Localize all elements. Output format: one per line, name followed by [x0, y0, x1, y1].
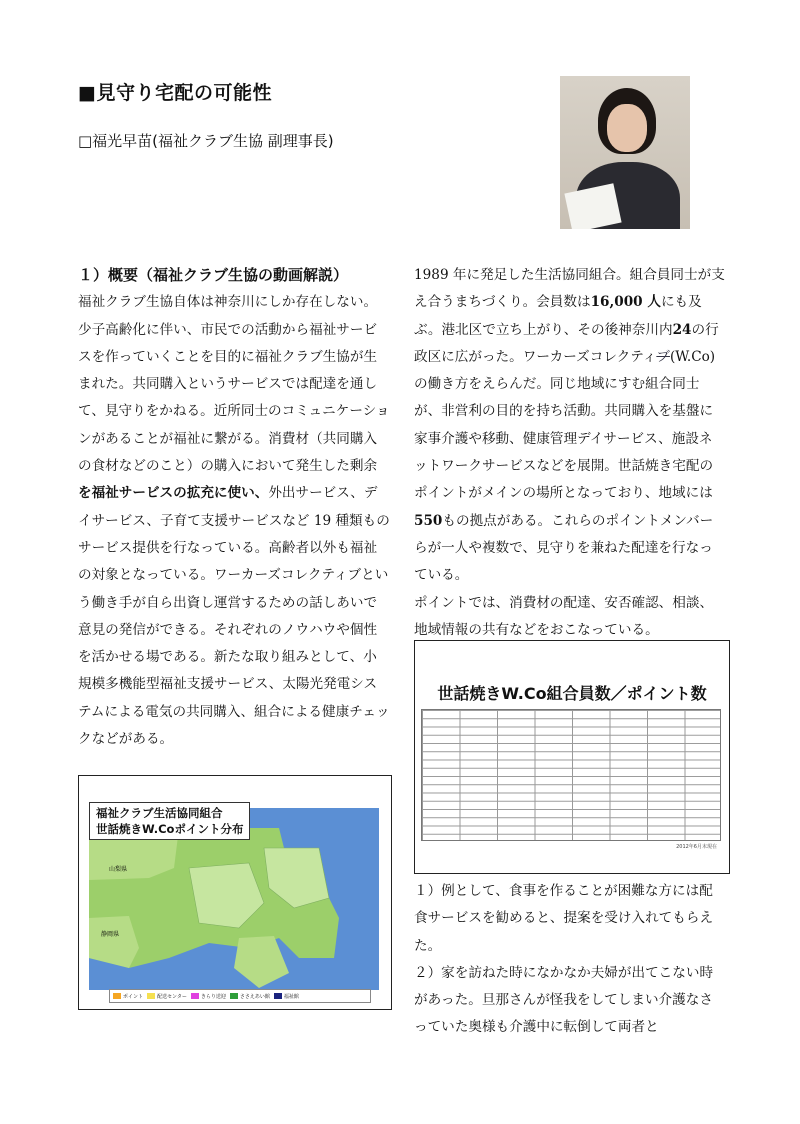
legend-swatch — [147, 993, 155, 999]
table-figure-title: 世話焼きW.Co組合員数／ポイント数 — [437, 684, 707, 703]
membership-table — [421, 709, 721, 841]
legend-swatch — [191, 993, 199, 999]
membership-table-figure — [414, 640, 730, 874]
table-note: 2012年6月末現在 — [676, 844, 717, 850]
point-paragraph: ポイントでは、消費材の配達、安否確認、相談、地域情報の共有などをおこなっている。 — [414, 594, 714, 638]
region-label-yamanashi: 山梨県 — [109, 866, 128, 873]
map-figure — [78, 775, 392, 1010]
legend-item: 配送センター — [147, 993, 187, 1000]
examples-column — [414, 878, 726, 1042]
map-legend — [109, 989, 371, 1003]
example-item-1: １）例として、食事を作ることが困難な方には配食サービスを勧めると、提案を受け入れてもらえた。 — [414, 883, 714, 954]
overview-paragraph: 福祉クラブ生協自体は神奈川にしか存在しない。少子高齢化に伴い、市民での活動から福祉サービスを作っていくことを目的に福祉クラブ生協が生まれた。共同購入というサービスでは配達を通して、見守りをかねる。近所同士のコミュニケーションがあることが福祉に繋がる。消費材（共同購入の食材などのこと）の購入において発生した剰余を福祉サービスの拡充に使い、外出サービス、デイサービス、子育て支援サービスなど 19 種類ものサービス提供を行なっている。高齢者以外も福祉の対象となっている。ワーカーズコレクティブという働き手が自ら出資し運営するための話しあいで意見の発信ができる。それぞれのノウハウや個性を活かせる場である。新たな取り組みとして、小規模多機能型福祉支援サービス、太陽光発電システムによる電気の共同購入、組合による健康チェックなどがある。 — [78, 294, 390, 748]
legend-swatch — [274, 993, 282, 999]
legend-swatch — [230, 993, 238, 999]
region-label-shizuoka: 静岡県 — [101, 931, 120, 938]
example-item-2: ２）家を訪ねた時になかなか夫婦が出てこない時があった。旦那さんが怪我をしてしまい介護なさっていた奥様も介護中に転倒して両者と — [414, 964, 714, 1036]
left-column — [78, 262, 390, 753]
legend-item: ポイント — [113, 993, 143, 1000]
coop-paragraph: 1989 年に発足した生活協同組合。組合員同士が支え合うまちづくり。会員数は16,000 人にも及ぶ。港北区で立ち上がり、その後神奈川内24の行政区に広がった。ワーカーズコレクティブ(W.Co)の働き方をえらんだ。同じ地域にすむ組合同士が、非営利の目的を持ち活動。共同購入を基盤に家事介護や移動、健康管理デイサービス、施設ネットワークサービスなどを展開。世話焼き宅配のポイントがメインの場所となっており、地域には550もの拠点がある。これらのポイントメンバーらが一人や複数で、見守りを兼ねた配達を行なっている。 — [414, 267, 725, 584]
right-column — [414, 262, 726, 644]
author-line: □福光早苗(福祉クラブ生協 副理事長) — [78, 132, 334, 150]
legend-item: 福祉館 — [274, 993, 299, 1000]
author-photo — [560, 76, 690, 229]
legend-item: きらり送迎 — [191, 993, 226, 1000]
legend-item: ささえあい館 — [230, 993, 270, 1000]
map-title: 福祉クラブ生活協同組合 世話焼きW.Coポイント分布 — [89, 802, 250, 840]
page-title: ■見守り宅配の可能性 — [78, 82, 272, 104]
legend-swatch — [113, 993, 121, 999]
section-heading: １）概要（福祉クラブ生協の動画解説） — [78, 266, 349, 284]
